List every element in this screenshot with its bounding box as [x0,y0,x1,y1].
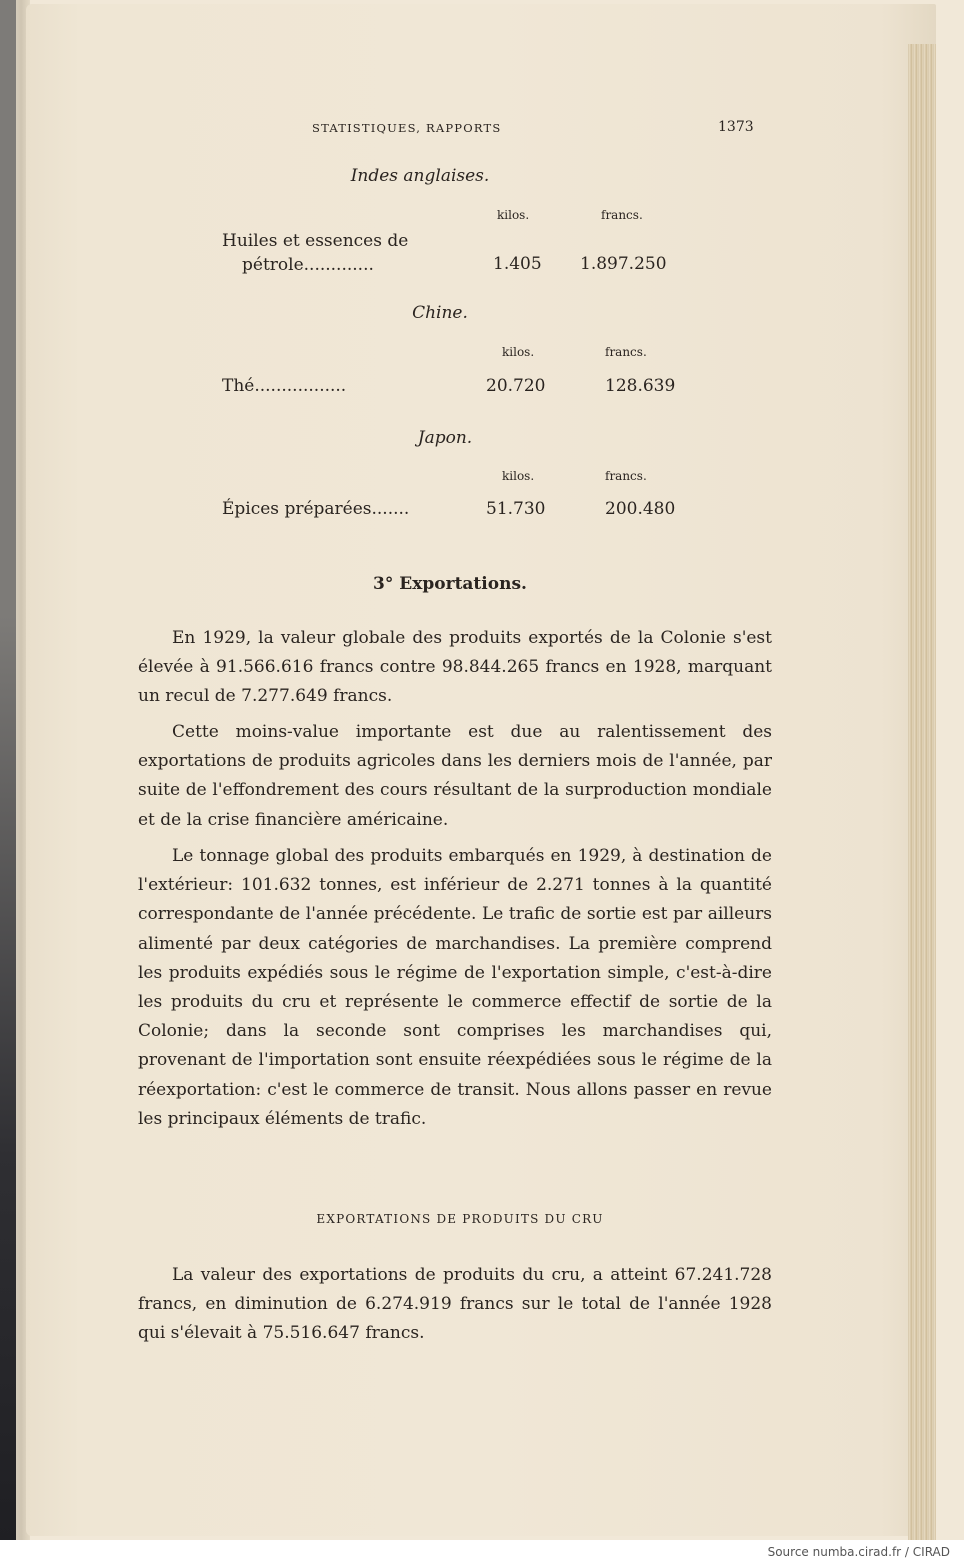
value-francs-tea: 128.639 [605,376,676,396]
source-credit: Source numba.cirad.fr / CIRAD [767,1545,950,1559]
value-francs-oils: 1.897.250 [580,254,667,274]
unit-kilos-japan: kilos. [502,469,535,483]
row-label-tea: Thé................. [222,376,347,396]
row-label-oils: Huiles et essences de [222,231,409,251]
page-edges [908,44,936,1540]
value-francs-spices: 200.480 [605,499,676,519]
value-kilos-spices: 51.730 [486,499,546,519]
country-heading-india: Indes anglaises. [350,166,490,186]
row-label-spices: Épices préparées....... [222,499,410,519]
value-kilos-tea: 20.720 [486,376,546,396]
paragraph-2: Cette moins-value importante est due au ralentissement des exportations de produits agricoles dans les derniers mois de l'année, par suite de l'effondrement des cours résultant de la surproduction mondiale et de la crise financière américaine. [138,722,772,830]
unit-kilos-india: kilos. [497,208,530,222]
country-heading-japan: Japon. [417,428,473,448]
unit-francs-india: francs. [601,208,643,222]
binding-cord [0,0,16,1540]
paragraph-4: La valeur des exportations de produits du cru, a atteint 67.241.728 francs, en diminution de 6.274.919 francs sur le total de l'année 1928 qui s'élevait à 75.516.647 francs. [138,1265,772,1344]
paragraph-3: Le tonnage global des produits embarqués en 1929, à destination de l'extérieur: 101.632 tonnes, est inférieur de 2.271 tonnes à la quantité correspondante de l'année précédente. Le trafic de sortie est par ailleurs alimenté par deux catégories de marchandises. La première comprend les produits expédiés sous le régime de l'exportation simple, c'est-à-dire les produits du cru et représente le commerce effectif de sortie de la Colonie; dans la seconde sont comprises les marchandises qui, provenant de l'importation sont ensuite réexpédiées sous le régime de la réexportation: c'est le commerce de transit. Nous allons passer en revue les principaux éléments de trafic. [138,846,772,1129]
unit-francs-china: francs. [605,345,647,359]
country-heading-china: Chine. [412,303,468,323]
section-title: 3° Exportations. [373,574,527,594]
row-label-oils-cont: pétrole............. [242,255,374,275]
page-number: 1373 [718,119,754,135]
unit-kilos-china: kilos. [502,345,535,359]
paragraph-1: En 1929, la valeur globale des produits exportés de la Colonie s'est élevée à 91.566.616 francs contre 98.844.265 francs en 1928, marquant un recul de 7.277.649 francs. [138,628,772,707]
value-kilos-oils: 1.405 [493,254,542,274]
unit-francs-japan: francs. [605,469,647,483]
subsection-title: EXPORTATIONS DE PRODUITS DU CRU [316,1212,604,1226]
running-title: STATISTIQUES, RAPPORTS [312,121,502,135]
